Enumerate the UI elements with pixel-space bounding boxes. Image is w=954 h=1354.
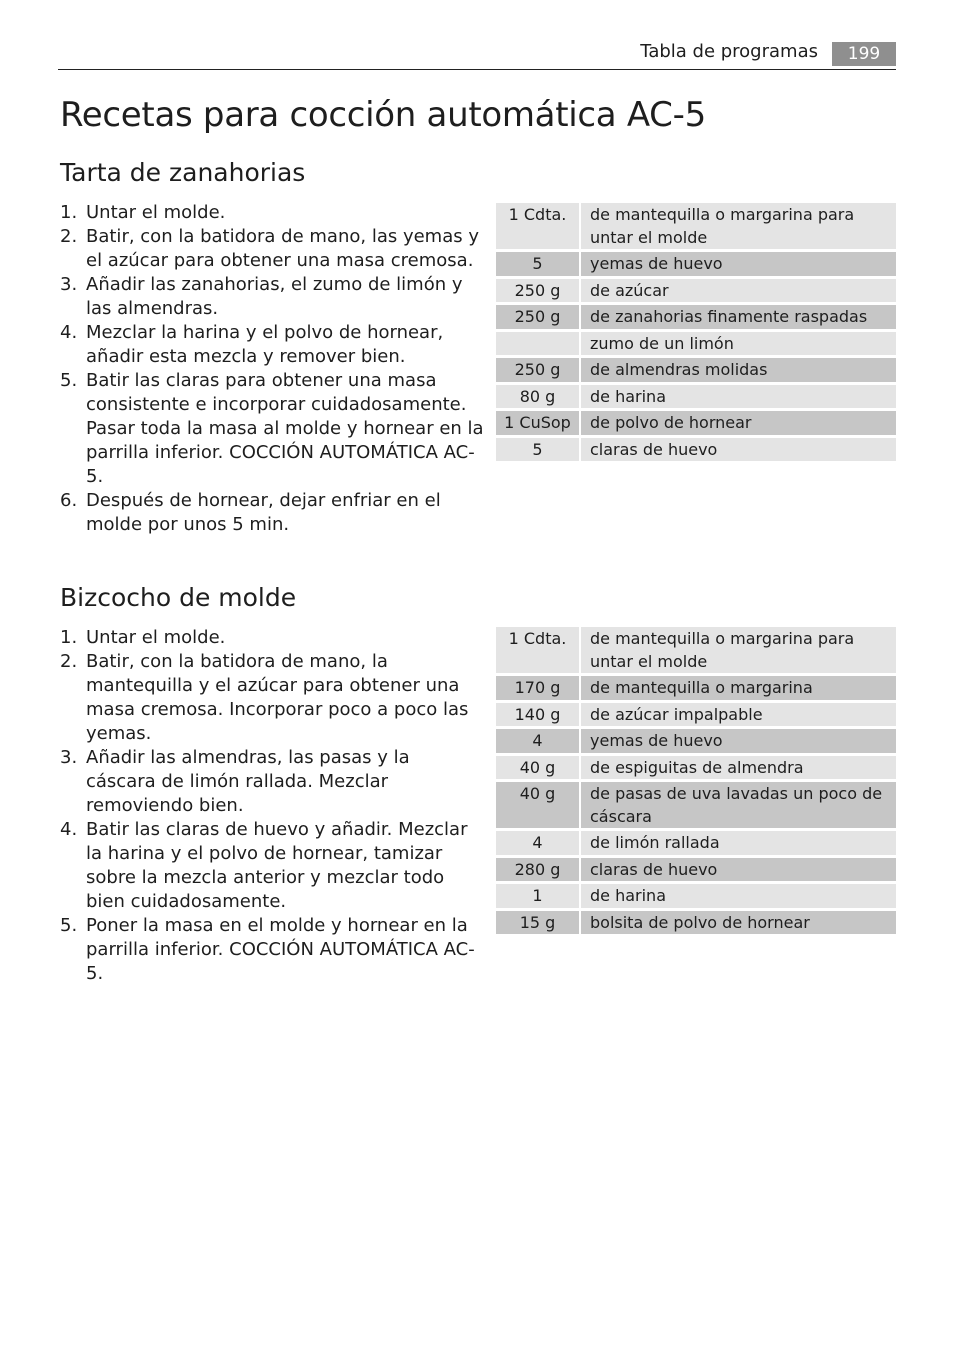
ingredient-description: de harina [581, 385, 896, 409]
ingredient-quantity: 250 g [496, 358, 579, 382]
step-text: Añadir las zanahorias, el zumo de limón y las almendras. [86, 274, 463, 319]
ingredient-row [496, 358, 896, 382]
ingredient-description: bolsita de polvo de hornear [581, 911, 896, 935]
ingredient-quantity: 40 g [496, 756, 579, 780]
ingredient-quantity: 5 [496, 252, 579, 276]
step-text: Batir las claras de huevo y añadir. Mezclar la harina y el polvo de hornear, tamizar sobre la mezcla anterior y mezclar todo bien cuidadosamente. [86, 819, 468, 912]
ingredient-quantity: 250 g [496, 305, 579, 329]
step-item [60, 225, 484, 273]
ingredient-quantity: 80 g [496, 385, 579, 409]
ingredient-row [496, 627, 896, 673]
step-item [60, 650, 484, 746]
step-number: 1. [60, 627, 78, 648]
ingredient-row [496, 782, 896, 828]
ingredient-row [496, 911, 896, 935]
ingredient-quantity: 1 [496, 884, 579, 908]
ingredient-quantity: 1 CuSop [496, 411, 579, 435]
step-number: 2. [60, 226, 78, 247]
step-number: 4. [60, 819, 78, 840]
ingredient-quantity [496, 332, 579, 356]
ingredient-row [496, 831, 896, 855]
ingredient-description: de zanahorias finamente raspadas [581, 305, 896, 329]
ingredients-table [496, 203, 896, 464]
ingredient-quantity: 15 g [496, 911, 579, 935]
ingredient-quantity: 4 [496, 831, 579, 855]
step-item [60, 746, 484, 818]
ingredient-description: de limón rallada [581, 831, 896, 855]
recipe-steps-list [60, 201, 484, 537]
ingredient-quantity: 5 [496, 438, 579, 462]
step-item [60, 489, 484, 537]
ingredient-description: de mantequilla o margarina [581, 676, 896, 700]
step-number: 3. [60, 747, 78, 768]
ingredient-description: de harina [581, 884, 896, 908]
ingredient-description: de polvo de hornear [581, 411, 896, 435]
step-text: Untar el molde. [86, 627, 226, 648]
step-text: Batir las claras para obtener una masa consistente e incorporar cuidadosamente. Pasar toda la masa al molde y hornear en la parrilla inferior. COCCIÓN AUTOMÁTICA AC-5. [86, 370, 484, 487]
page-number-badge: 199 [832, 42, 896, 66]
recipe-steps-list [60, 626, 484, 986]
ingredient-description: yemas de huevo [581, 252, 896, 276]
ingredient-quantity: 1 Cdta. [496, 203, 579, 249]
ingredient-row [496, 385, 896, 409]
step-item [60, 914, 484, 986]
ingredient-row [496, 332, 896, 356]
ingredient-description: de mantequilla o margarina para untar el molde [581, 203, 896, 249]
recipe-title: Bizcocho de molde [60, 583, 297, 612]
step-item [60, 818, 484, 914]
ingredient-row [496, 676, 896, 700]
step-text: Untar el molde. [86, 202, 226, 223]
step-text: Después de hornear, dejar enfriar en el molde por unos 5 min. [86, 490, 441, 535]
ingredient-quantity: 280 g [496, 858, 579, 882]
step-number: 4. [60, 322, 78, 343]
step-text: Batir, con la batidora de mano, las yemas y el azúcar para obtener una masa cremosa. [86, 226, 480, 271]
ingredient-description: de almendras molidas [581, 358, 896, 382]
ingredient-row [496, 279, 896, 303]
ingredient-quantity: 250 g [496, 279, 579, 303]
step-text: Batir, con la batidora de mano, la mantequilla y el azúcar para obtener una masa cremosa. Incorporar poco a poco las yemas. [86, 651, 469, 744]
ingredient-description: claras de huevo [581, 438, 896, 462]
ingredient-quantity: 140 g [496, 703, 579, 727]
ingredient-description: de azúcar impalpable [581, 703, 896, 727]
recipe-title: Tarta de zanahorias [60, 158, 306, 187]
ingredient-row [496, 203, 896, 249]
step-item [60, 321, 484, 369]
ingredient-row [496, 252, 896, 276]
ingredient-quantity: 4 [496, 729, 579, 753]
header-section-title: Tabla de programas [640, 41, 818, 62]
step-number: 5. [60, 370, 78, 391]
step-item [60, 626, 484, 650]
ingredient-row [496, 729, 896, 753]
ingredient-description: yemas de huevo [581, 729, 896, 753]
ingredient-description: de pasas de uva lavadas un poco de cáscara [581, 782, 896, 828]
ingredients-table [496, 627, 896, 937]
ingredient-description: claras de huevo [581, 858, 896, 882]
step-item [60, 201, 484, 225]
ingredient-quantity: 170 g [496, 676, 579, 700]
step-number: 1. [60, 202, 78, 223]
step-text: Mezclar la harina y el polvo de hornear, añadir esta mezcla y remover bien. [86, 322, 444, 367]
ingredient-row [496, 305, 896, 329]
step-item [60, 273, 484, 321]
step-number: 6. [60, 490, 78, 511]
step-text: Poner la masa en el molde y hornear en la parrilla inferior. COCCIÓN AUTOMÁTICA AC-5. [86, 915, 475, 984]
ingredient-description: zumo de un limón [581, 332, 896, 356]
page-title: Recetas para cocción automática AC-5 [60, 95, 706, 135]
ingredient-description: de azúcar [581, 279, 896, 303]
step-number: 3. [60, 274, 78, 295]
ingredient-description: de espiguitas de almendra [581, 756, 896, 780]
ingredient-row [496, 756, 896, 780]
step-item [60, 369, 484, 489]
ingredient-row [496, 411, 896, 435]
ingredient-row [496, 703, 896, 727]
ingredient-row [496, 858, 896, 882]
ingredient-row [496, 438, 896, 462]
step-number: 5. [60, 915, 78, 936]
ingredient-quantity: 1 Cdta. [496, 627, 579, 673]
ingredient-description: de mantequilla o margarina para untar el molde [581, 627, 896, 673]
page-header [58, 40, 896, 70]
step-number: 2. [60, 651, 78, 672]
ingredient-quantity: 40 g [496, 782, 579, 828]
ingredient-row [496, 884, 896, 908]
step-text: Añadir las almendras, las pasas y la cáscara de limón rallada. Mezclar removiendo bien. [86, 747, 410, 816]
